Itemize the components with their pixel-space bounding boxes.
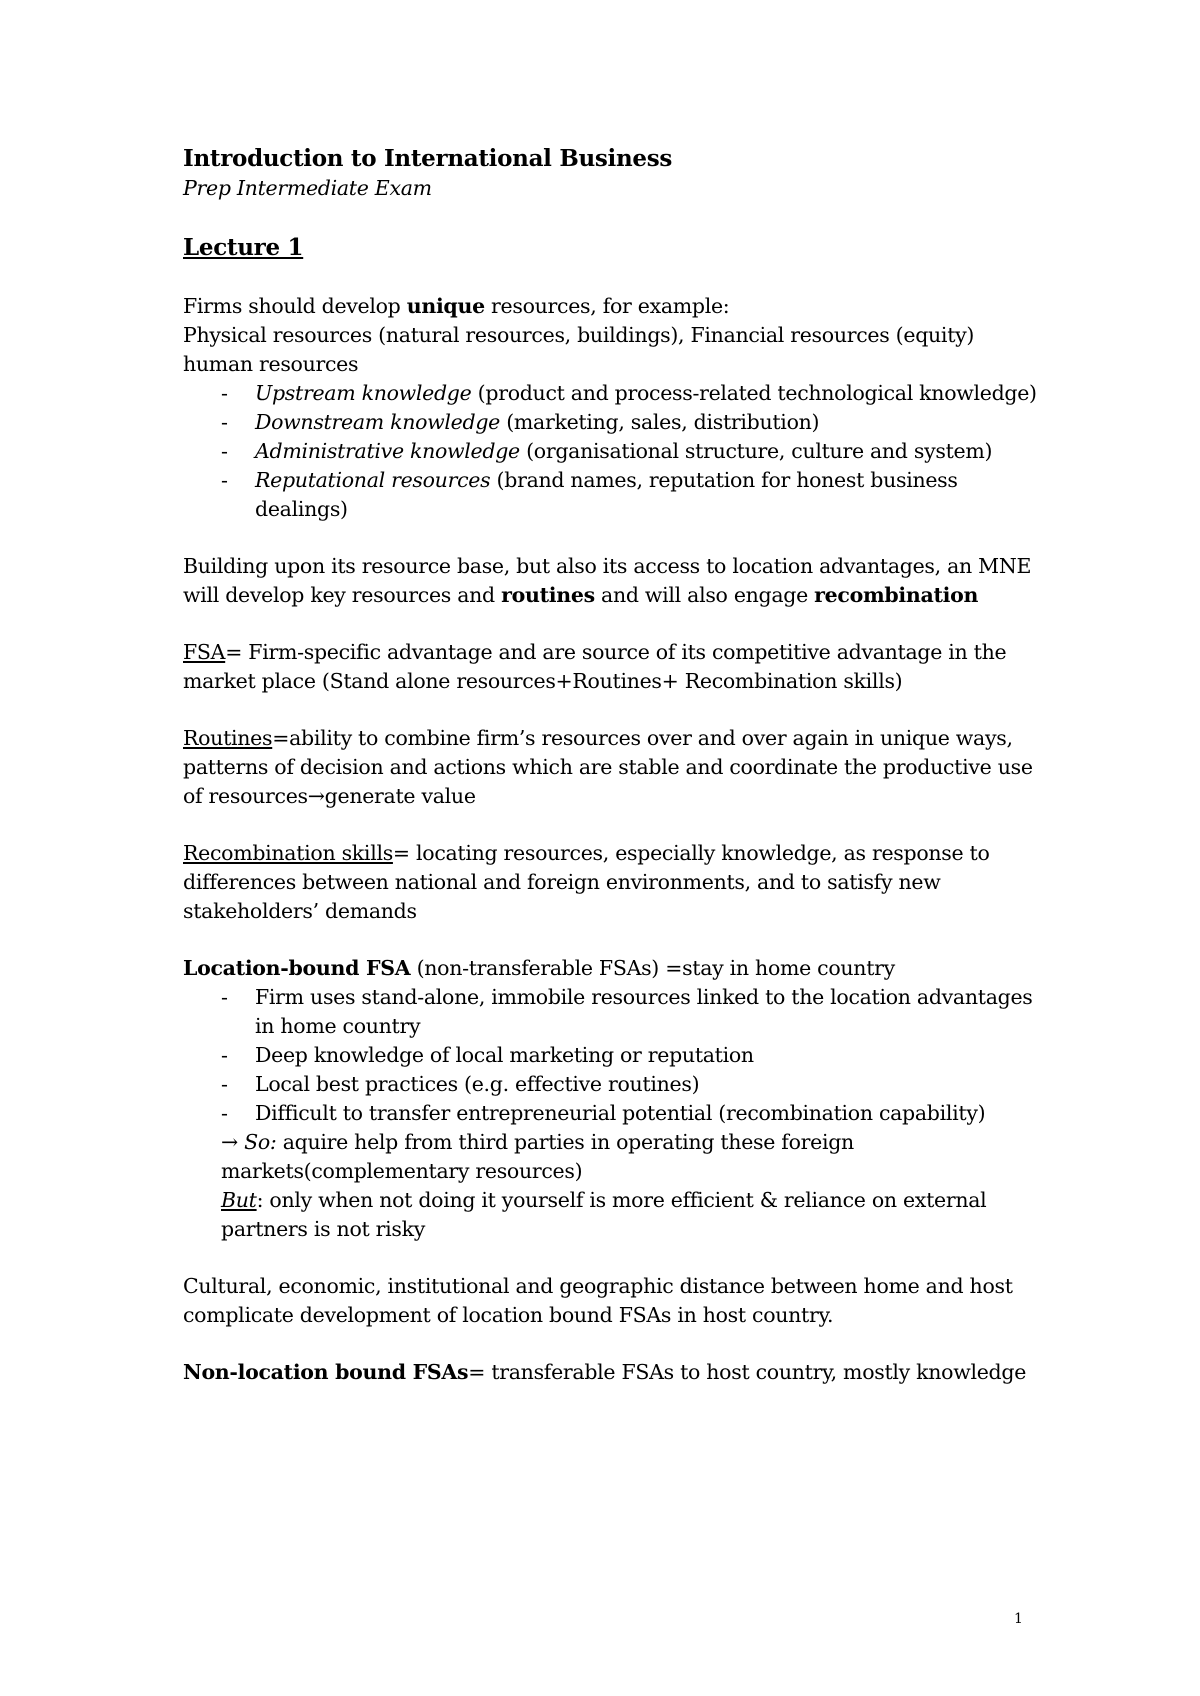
intro-paragraph-2: Physical resources (natural resources, buildings), Financial resources (equity) human resources <box>183 323 975 376</box>
routines-term: Routines <box>183 726 273 750</box>
fsa-definition: FSA= Firm-specific advantage and are source of its competitive advantage in the market place (Stand alone resources+Routines+ Recombination skills) <box>183 640 1007 693</box>
intro-paragraph-1: Firms should develop unique resources, for example: <box>183 294 730 318</box>
list-item: - Local best practices (e.g. effective routines) <box>221 1070 1050 1099</box>
building-paragraph: Building upon its resource base, but also its access to location advantages, an MNE will develop key resources and routines and will also engage recombination <box>183 554 1032 607</box>
fsa-term: FSA <box>183 640 226 664</box>
document-subtitle: Prep Intermediate Exam <box>183 176 432 200</box>
page-number: 1 <box>1014 1611 1023 1627</box>
recombination-definition: Recombination skills= locating resources, especially knowledge, as response to differences between national and foreign environments, and to satisfy new stakeholders’ demands <box>183 841 990 923</box>
list-item: - Downstream knowledge (marketing, sales, distribution) <box>221 408 1050 437</box>
routines-definition: Routines=ability to combine firm’s resources over and over again in unique ways, patterns of decision and actions which are stable and coordinate the productive use of resources→generate value <box>183 726 1033 808</box>
recombination-term: Recombination skills <box>183 841 393 865</box>
arrow-icon: → <box>221 1130 238 1154</box>
list-item: - Upstream knowledge (product and process-related technological knowledge) <box>221 379 1050 408</box>
non-location-definition: Non-location bound FSAs= transferable FSAs to host country, mostly knowledge <box>183 1360 1027 1384</box>
location-bound-list <box>183 983 1050 1128</box>
resource-list <box>183 379 1050 524</box>
list-item: - Firm uses stand-alone, immobile resources linked to the location advantages in home country <box>221 983 1050 1041</box>
intro-section <box>183 292 1050 379</box>
list-item: - Difficult to transfer entrepreneurial potential (recombination capability) <box>221 1099 1050 1128</box>
distance-paragraph: Cultural, economic, institutional and geographic distance between home and host complicate development of location bound FSAs in host country. <box>183 1274 1013 1327</box>
but-note: But: only when not doing it yourself is more efficient & reliance on external partners is not risky <box>221 1188 987 1241</box>
lecture-heading: Lecture 1 <box>183 234 304 261</box>
document-title: Introduction to International Business <box>183 145 673 172</box>
arrow-icon: → <box>307 784 325 808</box>
location-bound-section <box>183 954 1050 1244</box>
list-item: - Administrative knowledge (organisational structure, culture and system) <box>221 437 1050 466</box>
so-note: → So: aquire help from third parties in operating these foreign markets(complementary resources) <box>221 1130 854 1183</box>
list-item: - Deep knowledge of local marketing or reputation <box>221 1041 1050 1070</box>
list-item: - Reputational resources (brand names, reputation for honest business dealings) <box>221 466 1050 524</box>
location-bound-heading: Location-bound FSA (non-transferable FSAs) =stay in home country <box>183 956 895 980</box>
